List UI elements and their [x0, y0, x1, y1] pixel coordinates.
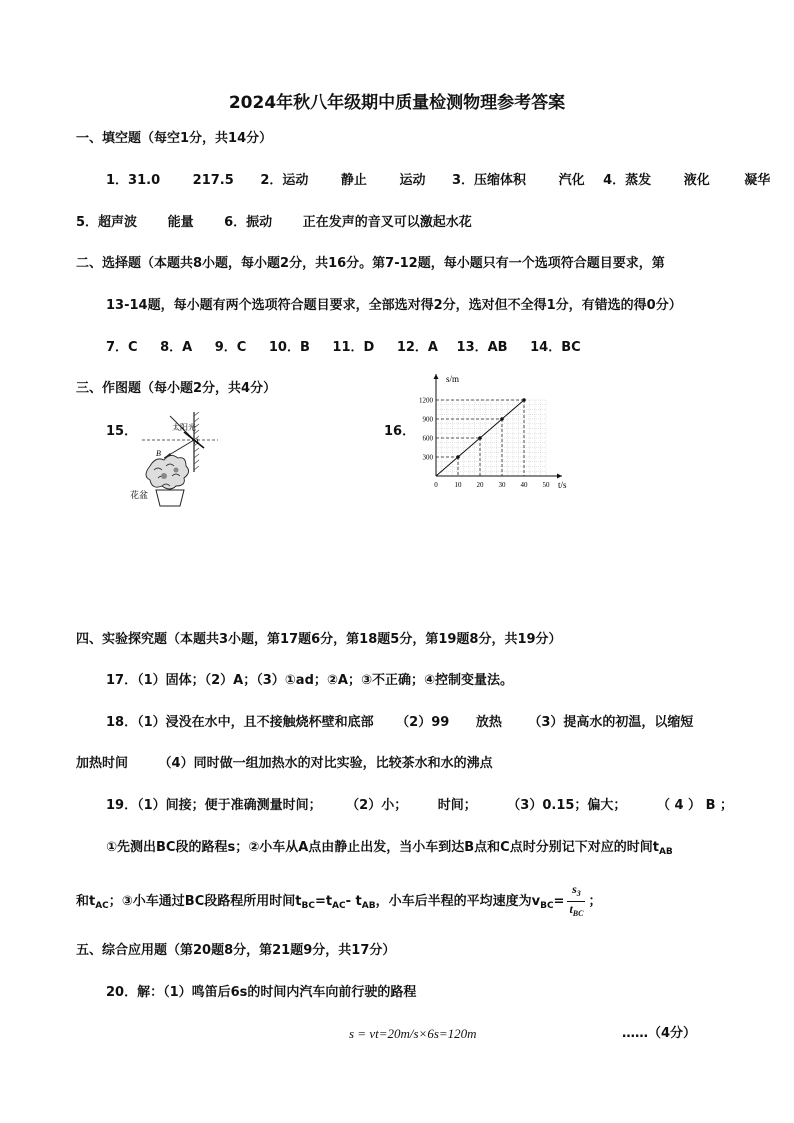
answer-20-intro: 20．解：（1）鸣笛后6s的时间内汽车向前行驶的路程	[106, 985, 417, 1000]
subscript: 3	[576, 889, 581, 898]
y-axis-arrow	[434, 374, 439, 379]
answer-19-line-2	[106, 839, 673, 861]
answer: 正在发声的音叉可以激起水花	[302, 215, 472, 230]
fraction-denominator: t	[569, 902, 573, 916]
answer-part: （4）同时做一组加热水的对比实验，比较茶水和水的沸点	[158, 756, 493, 771]
answer-18-line-1	[106, 714, 693, 732]
choice-answers	[106, 339, 581, 357]
answer: 3．压缩体积	[451, 173, 527, 188]
answer-part: （2）小；	[346, 798, 408, 813]
answer-19-line-1	[106, 797, 733, 815]
x-axis-label: t/s	[558, 480, 567, 490]
answer-part: 和t	[76, 894, 96, 909]
subscript: BC	[301, 901, 315, 911]
answer-part: 时间；	[437, 798, 477, 813]
answer-part: （3）0.15；偏大；	[507, 798, 627, 813]
x-tick-label: 0	[434, 481, 438, 489]
answer: 13．AB	[456, 340, 508, 355]
mirror-reflection-diagram	[128, 410, 223, 510]
answer-part: - t	[345, 894, 362, 909]
velocity-fraction	[567, 882, 585, 921]
answer: 6．振动	[224, 215, 273, 230]
answer-part: 19．（1）间接；便于准确测量时间；	[106, 798, 322, 813]
answer-part: 放热	[475, 715, 502, 730]
answer-part: （ 4 ） B ；	[656, 798, 734, 813]
point-a-label: A	[194, 437, 199, 446]
answer: 8．A	[160, 340, 193, 355]
answer: 4．蒸发	[603, 173, 652, 188]
subscript: AC	[332, 901, 346, 911]
data-point	[456, 455, 460, 459]
answer: 5．超声波	[76, 215, 138, 230]
y-tick-label: 300	[422, 453, 433, 462]
answer: 10．B	[268, 340, 310, 355]
answer-part: ①先测出BC段的路程s；②小车从A点由静止出发，当小车到达B点和C点时分别记下对应的时间t	[106, 840, 659, 855]
answer-part: ；	[588, 894, 602, 909]
answer-part: =	[553, 894, 565, 909]
flower-pot-icon	[146, 455, 189, 506]
data-point	[500, 417, 504, 421]
section-4-heading: 四、实验探究题（本题共3小题，第17题6分，第18题5分，第19题8分，共19分）	[76, 632, 562, 647]
answer: 217.5	[192, 173, 234, 188]
answer-part: 18．（1）浸没在水中，且不接触烧杯壁和底部	[106, 715, 374, 730]
answer-part: =t	[314, 894, 333, 909]
fill-answers-row-2	[76, 214, 472, 232]
answer-20-formula: s = vt=20m/s×6s=120m	[349, 1026, 477, 1041]
answer: 9．C	[214, 340, 247, 355]
fill-answers-row-1	[106, 172, 770, 190]
page-title: 2024年秋八年级期中质量检测物理参考答案	[228, 93, 566, 113]
y-axis-label: s/m	[446, 374, 460, 384]
answer-part: （2）99	[396, 715, 450, 730]
answer: 汽化	[558, 173, 585, 188]
subscript: BC	[572, 909, 584, 918]
x-tick-label: 50	[542, 481, 550, 489]
answer-part: ，小车后半程的平均速度为v	[375, 894, 541, 909]
answer: 12．A	[396, 340, 438, 355]
answer: 2．运动	[260, 173, 309, 188]
x-tick-label: 30	[498, 481, 506, 489]
subscript: AB	[361, 901, 376, 911]
section-5-heading: 五、综合应用题（第20题8分，第21题9分，共17分）	[76, 943, 396, 958]
answer: 液化	[683, 173, 710, 188]
x-tick-label: 20	[476, 481, 484, 489]
answer-19-line-3	[76, 882, 601, 921]
distance-time-chart	[412, 370, 577, 495]
section-3-heading: 三、作图题（每小题2分，共4分）	[76, 381, 277, 396]
data-point	[478, 436, 482, 440]
answer: 静止	[340, 173, 367, 188]
answer-17: 17．（1）固体；（2）A；（3）①ad；②A；③不正确；④控制变量法。	[106, 673, 513, 688]
answer: 14．BC	[530, 340, 581, 355]
question-16-label: 16．	[384, 424, 416, 439]
answer-20-score: ……（4分）	[622, 1026, 697, 1041]
y-tick-label: 1200	[419, 396, 433, 405]
answer-part: 加热时间	[76, 756, 129, 771]
answer: 运动	[399, 173, 426, 188]
subscript: BC	[540, 901, 554, 911]
answer: 7．C	[106, 340, 138, 355]
section-2-heading-cont: 13-14题，每小题有两个选项符合题目要求，全部选对得2分，选对但不全得1分，有错选的得0分）	[106, 298, 682, 313]
fraction-numerator: s	[572, 882, 577, 896]
answer: 11．D	[332, 340, 375, 355]
point-b-label: B	[156, 449, 161, 458]
answer-18-line-2	[76, 755, 493, 773]
y-tick-label: 600	[422, 434, 433, 443]
answer: 凝华	[744, 173, 771, 188]
section-1-heading: 一、填空题（每空1分，共14分）	[76, 131, 273, 146]
subscript: AB	[658, 847, 673, 857]
data-point	[522, 398, 526, 402]
answer-part: （3）提高水的初温，以缩短	[528, 715, 694, 730]
answer: 能量	[167, 215, 194, 230]
question-15-label: 15．	[106, 424, 138, 439]
x-axis-arrow	[557, 474, 562, 479]
sunlight-label: 太阳光	[172, 423, 196, 432]
flower-pot-label: 花盆	[130, 490, 149, 500]
section-2-heading: 二、选择题（本题共8小题，每小题2分，共16分。第7-12题，每小题只有一个选项符合题目要求，第	[76, 256, 665, 271]
answer-part: ；③小车通过BC段路程所用时间t	[108, 894, 302, 909]
y-tick-label: 900	[422, 415, 433, 424]
x-tick-label: 40	[520, 481, 528, 489]
subscript: AC	[95, 901, 109, 911]
answer: 1．31.0	[106, 173, 161, 188]
x-tick-label: 10	[454, 481, 462, 489]
